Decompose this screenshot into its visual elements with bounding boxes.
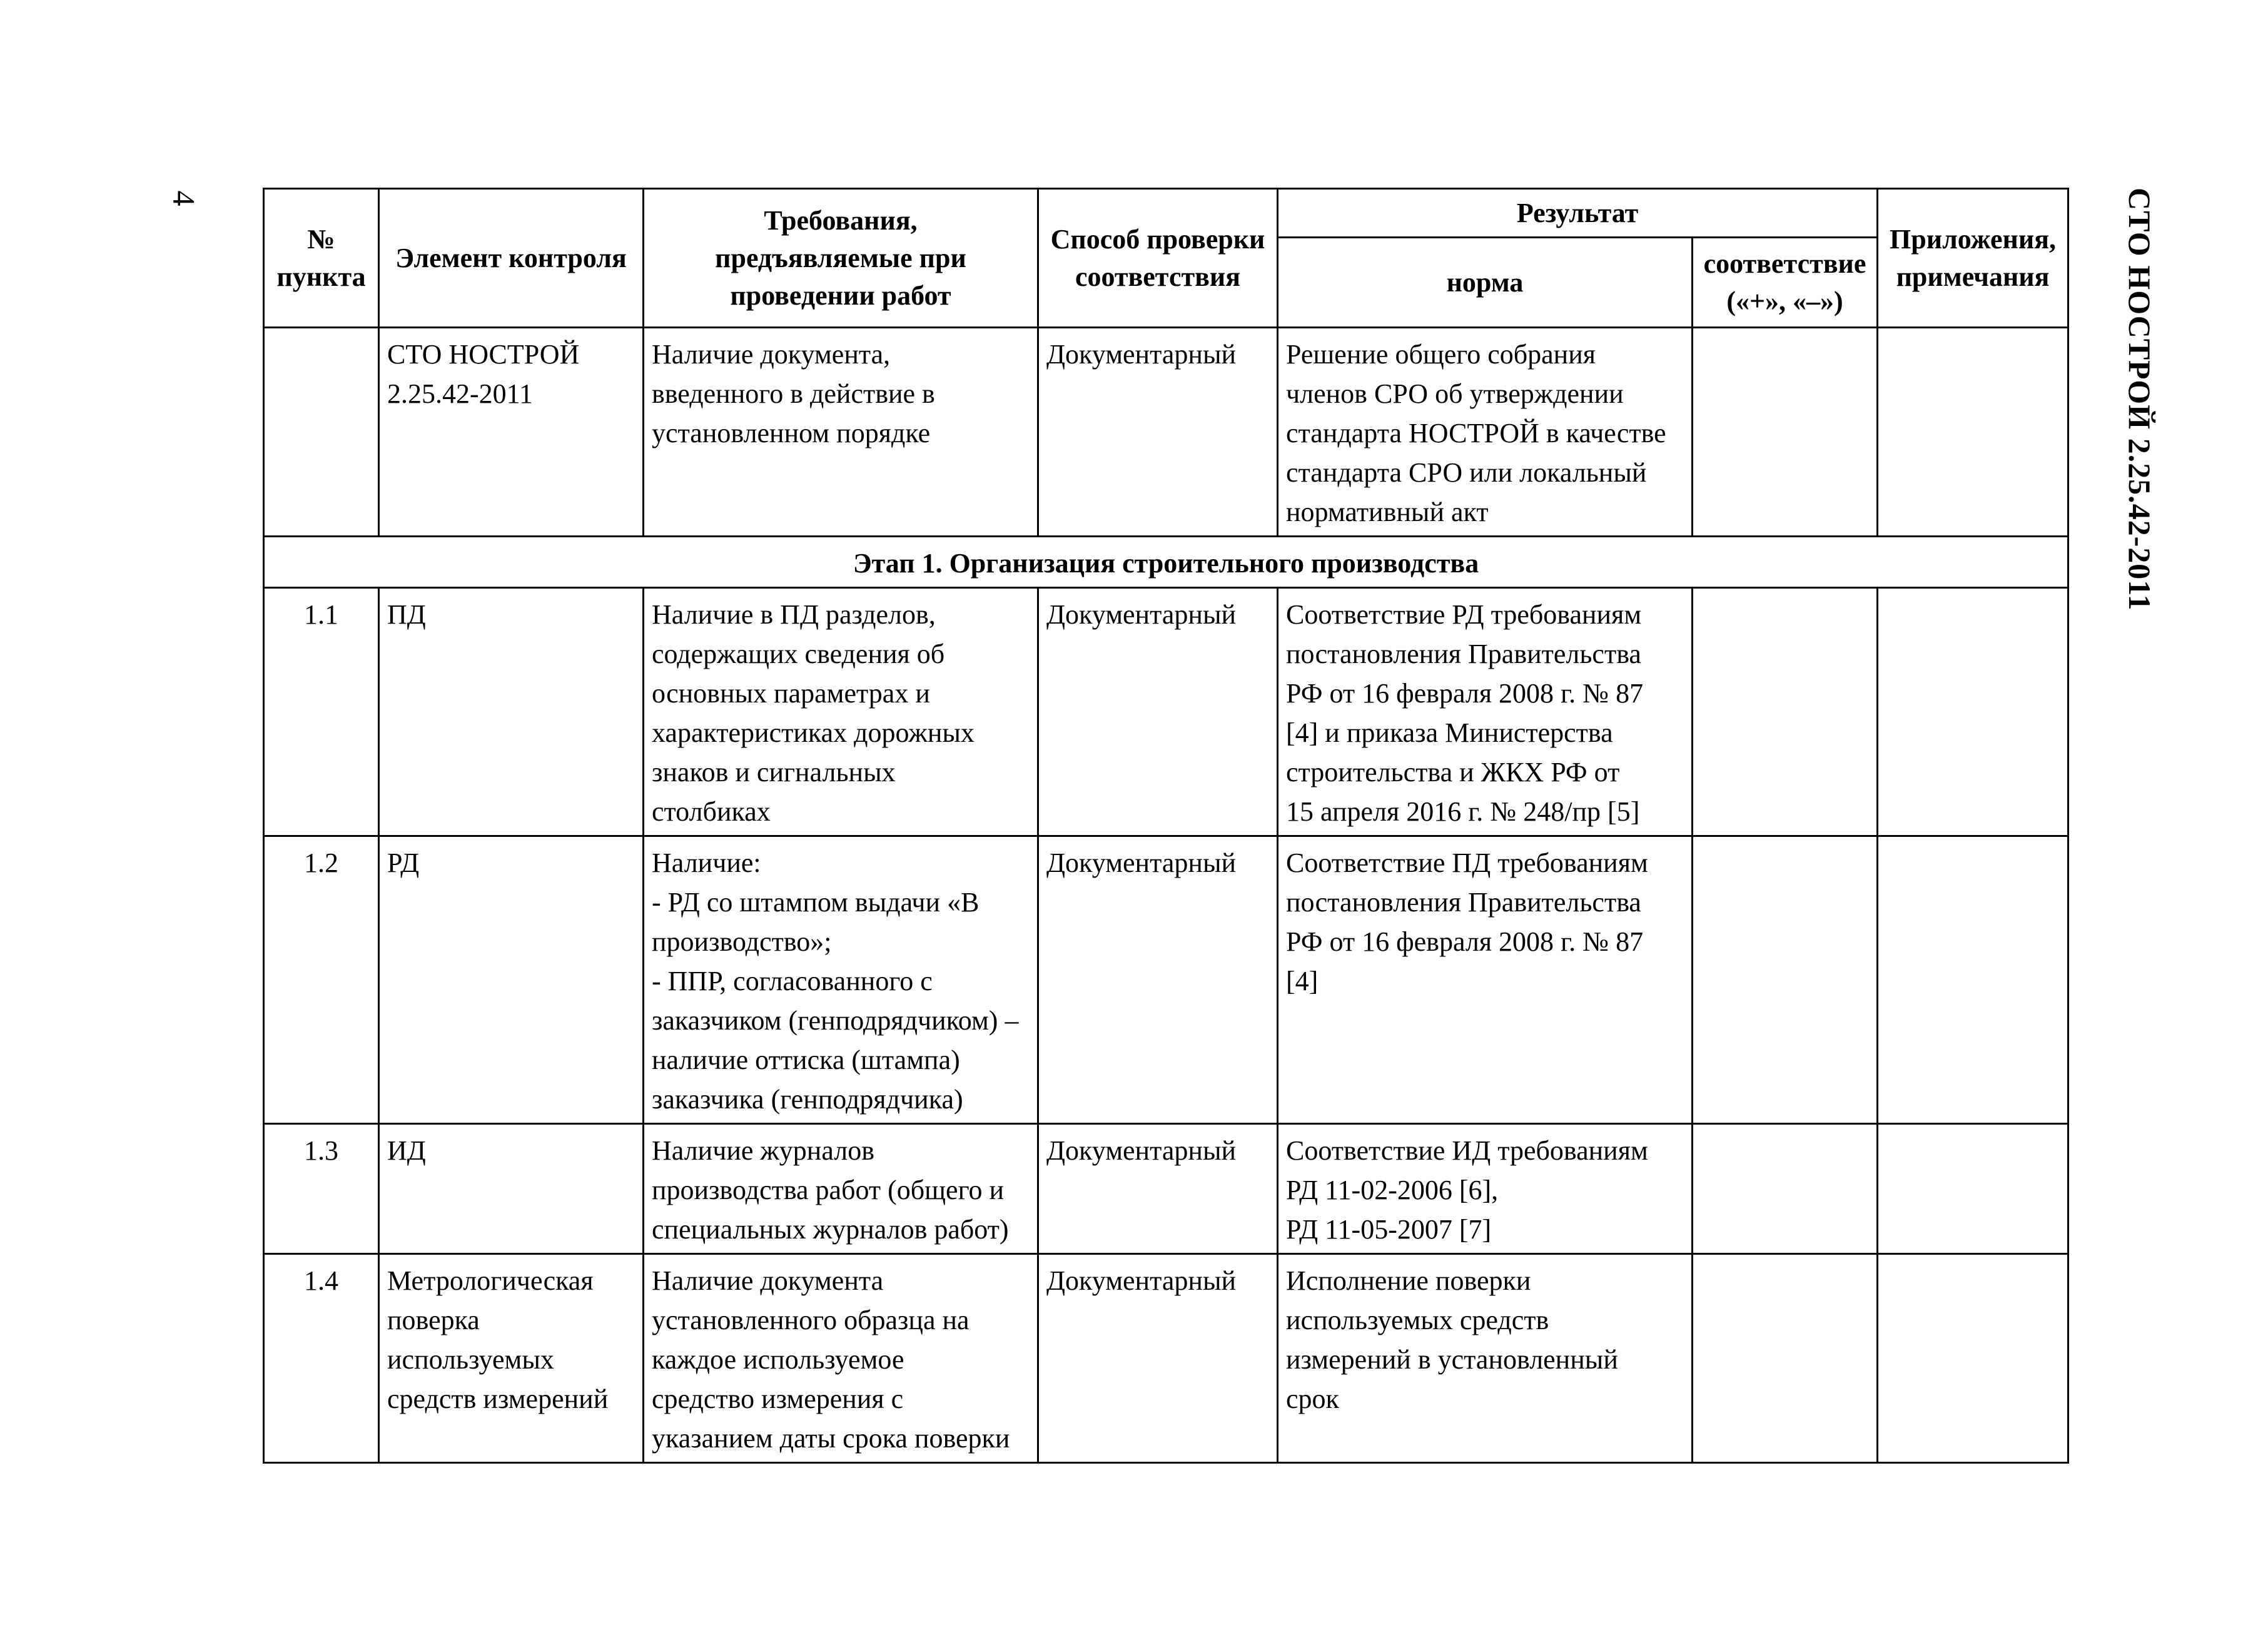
row-requirements: Наличие: - РД со штампом выдачи «В производство»; - ППР, согласованного с заказчиком (генподрядчиком) – наличие оттиска (штампа) заказчика (генподрядчика) xyxy=(644,836,1038,1124)
row-requirements: Наличие документа установленного образца на каждое используемое средство измерения с указанием даты срока поверки xyxy=(644,1254,1038,1463)
document-side-title: СТО НОСТРОЙ 2.25.42-2011 xyxy=(2122,188,2157,611)
row-compliance xyxy=(1693,1124,1878,1254)
page-number: 4 xyxy=(166,190,202,206)
row-num: 1.3 xyxy=(264,1124,379,1254)
header-requirements: Требования, предъявляемые при проведении работ xyxy=(644,189,1038,328)
stage-row xyxy=(264,537,2068,588)
row-element: Метрологическая поверка используемых средств измерений xyxy=(379,1254,644,1463)
row-num xyxy=(264,328,379,537)
row-notes xyxy=(1878,588,2068,836)
row-element: РД xyxy=(379,836,644,1124)
row-element: ИД xyxy=(379,1124,644,1254)
row-method: Документарный xyxy=(1038,1254,1278,1463)
row-element: ПД xyxy=(379,588,644,836)
row-method: Документарный xyxy=(1038,328,1278,537)
row-element: СТО НОСТРОЙ 2.25.42-2011 xyxy=(379,328,644,537)
row-num: 1.4 xyxy=(264,1254,379,1463)
row-norm: Соответствие ИД требованиям РД 11-02-2006 [6], РД 11-05-2007 [7] xyxy=(1278,1124,1693,1254)
header-notes: Приложения, примечания xyxy=(1878,189,2068,328)
header-element: Элемент контроля xyxy=(379,189,644,328)
row-method: Документарный xyxy=(1038,1124,1278,1254)
header-norm: норма xyxy=(1278,238,1693,328)
row-compliance xyxy=(1693,1254,1878,1463)
control-table xyxy=(263,188,2069,1464)
header-num: № пункта xyxy=(264,189,379,328)
row-compliance xyxy=(1693,328,1878,537)
row-notes xyxy=(1878,1124,2068,1254)
row-compliance xyxy=(1693,588,1878,836)
row-notes xyxy=(1878,1254,2068,1463)
row-notes xyxy=(1878,836,2068,1124)
row-compliance xyxy=(1693,836,1878,1124)
row-requirements: Наличие документа, введенного в действие в установленном порядке xyxy=(644,328,1038,537)
table-row xyxy=(264,1254,2068,1463)
header-result: Результат xyxy=(1278,189,1878,238)
table-row xyxy=(264,328,2068,537)
row-num: 1.2 xyxy=(264,836,379,1124)
row-requirements: Наличие в ПД разделов, содержащих сведения об основных параметрах и характеристиках дорожных знаков и сигнальных столбиках xyxy=(644,588,1038,836)
header-method: Способ проверки соответствия xyxy=(1038,189,1278,328)
row-norm: Исполнение поверки используемых средств измерений в установленный срок xyxy=(1278,1254,1693,1463)
header-compliance: соответствие («+», «–») xyxy=(1693,238,1878,328)
row-method: Документарный xyxy=(1038,836,1278,1124)
row-norm: Решение общего собрания членов СРО об утверждении стандарта НОСТРОЙ в качестве стандарта СРО или локальный нормативный акт xyxy=(1278,328,1693,537)
row-notes xyxy=(1878,328,2068,537)
row-norm: Соответствие РД требованиям постановления Правительства РФ от 16 февраля 2008 г. № 87 [4] и приказа Министерства строительства и ЖКХ РФ от 15 апреля 2016 г. № 248/пр [5] xyxy=(1278,588,1693,836)
row-method: Документарный xyxy=(1038,588,1278,836)
table-row xyxy=(264,836,2068,1124)
row-norm: Соответствие ПД требованиям постановления Правительства РФ от 16 февраля 2008 г. № 87 [4] xyxy=(1278,836,1693,1124)
table-row xyxy=(264,1124,2068,1254)
stage-title: Этап 1. Организация строительного производства xyxy=(264,537,2068,588)
table-row xyxy=(264,588,2068,836)
row-requirements: Наличие журналов производства работ (общего и специальных журналов работ) xyxy=(644,1124,1038,1254)
row-num: 1.1 xyxy=(264,588,379,836)
